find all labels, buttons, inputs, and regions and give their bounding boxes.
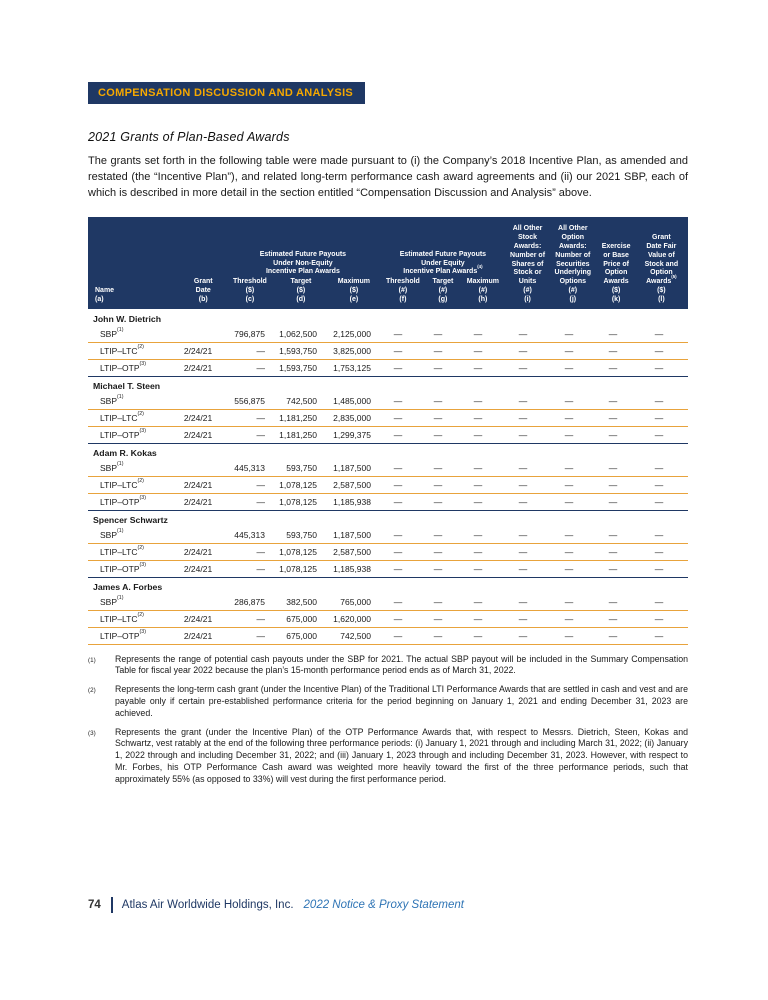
table-cell: 1,593,750: [279, 345, 317, 356]
table-cell: 382,500: [286, 596, 317, 607]
footnote-text: Represents the range of potential cash payouts under the SBP for 2021. The actual SBP payout will be included in the Summary Compensation Table for fiscal year 2022 because the plan’s 15-month performance period ends as of March 31, 2022.: [115, 653, 688, 676]
table-row: [88, 611, 688, 628]
column-header: Threshold ($) (c): [232, 278, 267, 303]
table-cell: —: [608, 479, 618, 490]
table-cell: —: [654, 429, 664, 440]
grants-table: [88, 217, 688, 644]
table-cell: —: [256, 412, 265, 423]
award-type-cell: SBP$^{(1)}$: [100, 326, 124, 339]
table-cell: 2/24/21: [183, 630, 213, 641]
table-row: [88, 326, 688, 343]
table-cell: —: [393, 412, 403, 423]
table-cell: —: [393, 479, 403, 490]
table-cell: —: [473, 563, 483, 574]
table-cell: 1,078,125: [279, 563, 317, 574]
table-cell: —: [608, 529, 618, 540]
column-header-exercise-price: Exercise or Base Price of Option Awards ($) (k): [601, 242, 631, 303]
column-header-option-awards: All Other Option Awards: Number of Securities Underlying Options (#) (j): [554, 225, 592, 303]
table-cell: —: [433, 596, 443, 607]
table-cell: —: [564, 328, 574, 339]
table-cell: —: [433, 529, 443, 540]
table-cell: —: [393, 563, 403, 574]
table-cell: —: [393, 546, 403, 557]
section-banner: COMPENSATION DISCUSSION AND ANALYSIS: [88, 82, 365, 104]
table-cell: —: [473, 362, 483, 373]
column-header: Target ($) (d): [290, 278, 312, 303]
table-cell: —: [473, 462, 483, 473]
table-cell: —: [564, 596, 574, 607]
table-cell: —: [518, 496, 528, 507]
footnote: [88, 684, 688, 719]
table-cell: —: [473, 395, 483, 406]
table-cell: 556,875: [234, 395, 265, 406]
table-cell: 1,753,125: [333, 362, 371, 373]
table-cell: —: [473, 496, 483, 507]
table-cell: —: [518, 412, 528, 423]
table-cell: —: [256, 479, 265, 490]
table-cell: —: [608, 496, 618, 507]
table-cell: —: [393, 462, 403, 473]
award-type-cell: LTIP–OTP$^{(3)}$: [100, 561, 146, 574]
footnote: [88, 727, 688, 786]
table-row: [88, 544, 688, 561]
table-cell: 1,299,375: [333, 429, 371, 440]
table-cell: —: [654, 596, 664, 607]
footnote-marker: (3): [88, 729, 96, 737]
table-cell: —: [473, 546, 483, 557]
table-cell: 2/24/21: [183, 563, 213, 574]
table-cell: —: [608, 328, 618, 339]
table-cell: —: [473, 613, 483, 624]
table-cell: 742,500: [340, 630, 371, 641]
table-cell: —: [654, 328, 664, 339]
column-header-stock-awards: All Other Stock Awards: Number of Shares of Stock or Units (#) (i): [510, 225, 546, 303]
table-cell: 1,078,125: [279, 479, 317, 490]
table-cell: —: [433, 395, 443, 406]
table-cell: —: [393, 529, 403, 540]
table-row: [88, 427, 688, 443]
award-type-cell: LTIP–OTP$^{(3)}$: [100, 494, 146, 507]
table-cell: —: [608, 429, 618, 440]
executive-name-row: Michael T. Steen: [88, 376, 688, 393]
table-cell: —: [433, 462, 443, 473]
award-type-cell: SBP$^{(1)}$: [100, 527, 124, 540]
table-row: [88, 494, 688, 510]
column-header-name: Name (a): [95, 286, 115, 303]
table-cell: —: [433, 362, 443, 373]
table-cell: —: [518, 596, 528, 607]
column-header: Maximum (#) (h): [466, 278, 500, 303]
table-cell: —: [433, 429, 443, 440]
table-cell: 2,587,500: [333, 546, 371, 557]
non-equity-group-header-title: Estimated Future Payouts Under Non-Equity Incentive Plan Awards: [259, 250, 347, 276]
table-cell: 593,750: [286, 462, 317, 473]
award-type-cell: LTIP–LTC$^{(2)}$: [100, 544, 144, 557]
table-cell: —: [473, 479, 483, 490]
table-cell: —: [256, 362, 265, 373]
table-cell: —: [518, 546, 528, 557]
table-cell: 2,587,500: [333, 479, 371, 490]
table-cell: —: [564, 412, 574, 423]
table-row: [88, 360, 688, 376]
table-cell: —: [608, 345, 618, 356]
table-cell: —: [654, 496, 664, 507]
table-cell: —: [393, 362, 403, 373]
table-cell: —: [518, 462, 528, 473]
table-cell: —: [518, 563, 528, 574]
executive-name-row: John W. Dietrich: [93, 313, 162, 324]
table-cell: 2/24/21: [183, 546, 213, 557]
table-cell: 675,000: [286, 613, 317, 624]
table-cell: —: [433, 412, 443, 423]
equity-group-header-title: Estimated Future Payouts Under Equity Incentive Plan Awards$^{(4)}$: [399, 250, 487, 276]
table-row: [88, 527, 688, 544]
table-cell: —: [433, 479, 443, 490]
table-cell: —: [518, 395, 528, 406]
table-cell: —: [564, 563, 574, 574]
table-cell: —: [564, 496, 574, 507]
table-cell: —: [518, 345, 528, 356]
table-cell: —: [608, 462, 618, 473]
table-cell: 1,593,750: [279, 362, 317, 373]
table-cell: 1,185,938: [333, 563, 371, 574]
table-cell: —: [654, 395, 664, 406]
footer-doc-title: 2022 Notice & Proxy Statement: [303, 899, 464, 911]
table-cell: —: [654, 563, 664, 574]
award-type-cell: LTIP–LTC$^{(2)}$: [100, 477, 144, 490]
table-cell: 2/24/21: [183, 362, 213, 373]
table-body: [88, 309, 688, 644]
non-equity-group-header: [225, 225, 381, 304]
table-cell: —: [433, 563, 443, 574]
table-cell: —: [564, 395, 574, 406]
table-row: [88, 393, 688, 410]
table-row: [88, 594, 688, 611]
table-cell: 1,187,500: [333, 462, 371, 473]
table-cell: 2/24/21: [183, 479, 213, 490]
award-type-cell: SBP$^{(1)}$: [100, 460, 124, 473]
table-cell: —: [518, 613, 528, 624]
table-cell: —: [518, 429, 528, 440]
section-heading: 2021 Grants of Plan-Based Awards: [88, 130, 290, 144]
table-cell: —: [256, 546, 265, 557]
table-cell: —: [433, 496, 443, 507]
table-cell: —: [473, 328, 483, 339]
column-header: Target (#) (g): [432, 278, 454, 303]
table-cell: 3,825,000: [333, 345, 371, 356]
table-cell: —: [564, 613, 574, 624]
page-number: 74: [88, 899, 101, 911]
table-cell: 445,313: [234, 529, 265, 540]
executive-name-row: Adam R. Kokas: [88, 443, 688, 460]
table-cell: 1,485,000: [333, 395, 371, 406]
table-cell: 1,078,125: [279, 496, 317, 507]
table-cell: —: [393, 429, 403, 440]
table-cell: 1,185,938: [333, 496, 371, 507]
table-cell: —: [433, 546, 443, 557]
table-cell: 445,313: [234, 462, 265, 473]
table-cell: —: [608, 596, 618, 607]
table-row: [88, 343, 688, 360]
table-cell: —: [473, 429, 483, 440]
table-cell: —: [256, 563, 265, 574]
equity-group-header: [381, 225, 505, 304]
table-cell: —: [473, 345, 483, 356]
executive-name-row: Spencer Schwartz: [88, 510, 688, 527]
award-type-cell: LTIP–LTC$^{(2)}$: [100, 410, 144, 423]
award-type-cell: SBP$^{(1)}$: [100, 393, 124, 406]
table-cell: —: [473, 529, 483, 540]
table-cell: —: [608, 630, 618, 641]
table-cell: —: [518, 328, 528, 339]
table-cell: —: [654, 462, 664, 473]
table-cell: 593,750: [286, 529, 317, 540]
table-row: [88, 561, 688, 577]
table-cell: 2/24/21: [183, 345, 213, 356]
table-cell: —: [564, 462, 574, 473]
award-type-cell: LTIP–LTC$^{(2)}$: [100, 611, 144, 624]
award-type-cell: LTIP–OTP$^{(3)}$: [100, 427, 146, 440]
table-cell: —: [654, 479, 664, 490]
table-cell: 1,062,500: [279, 328, 317, 339]
footnote-text: Represents the long-term cash grant (under the Incentive Plan) of the Traditional LTI Performance Awards that are settled in cash and vest and are payable only if certain pre-established performance criteria for the period beginning on January 1, 2021 and ending December 31, 2023 are achieved.: [115, 684, 688, 718]
table-cell: —: [518, 630, 528, 641]
table-cell: —: [608, 395, 618, 406]
table-cell: —: [654, 345, 664, 356]
table-cell: 675,000: [286, 630, 317, 641]
table-cell: —: [393, 496, 403, 507]
footnote-marker: (1): [88, 656, 96, 664]
intro-paragraph: The grants set forth in the following table were made pursuant to (i) the Company’s 2018 Incentive Plan, as amended and restated (the “Incentive Plan”), and related long-term performance cash award agreements and (ii) our 2021 SBP, each of which is described in more detail in the section entitled “Compensation Discussion and Analysis” above.: [88, 155, 688, 199]
table-cell: —: [654, 546, 664, 557]
table-row: [88, 477, 688, 494]
award-type-cell: LTIP–OTP$^{(3)}$: [100, 628, 146, 641]
table-cell: 2/24/21: [183, 496, 213, 507]
table-cell: —: [654, 529, 664, 540]
table-cell: —: [393, 613, 403, 624]
executive-name-row: James A. Forbes: [88, 577, 688, 594]
table-cell: 1,078,125: [279, 546, 317, 557]
table-row: [88, 628, 688, 644]
table-cell: —: [393, 596, 403, 607]
table-cell: —: [473, 412, 483, 423]
column-header-fair-value: Grant Date Fair Value of Stock and Option Awards$^{(5)}$ ($) (l): [644, 234, 679, 303]
footnote-text: Represents the grant (under the Incentive Plan) of the OTP Performance Awards that, with respect to Messrs. Dietrich, Steen, Kokas and Schwartz, vest ratably at the end of the following three performance periods: (i) January 1, 2021 through and including March 31, 2022; (ii) January 1, 2022 through and including December 31, 2022; and (iii) January 1, 2023 through and including December 31, 2023. However, with respect to Mr. Forbes, his OTP Performance Cash award was weighted more heavily toward the first of the three performance periods, such that approximately 55% (as opposed to 33%) will vest during the first performance period.: [115, 726, 688, 784]
column-header-grant-date: Grant Date (b): [193, 278, 213, 303]
table-cell: 1,181,250: [279, 412, 317, 423]
table-cell: —: [564, 362, 574, 373]
table-cell: —: [518, 479, 528, 490]
page-footer: [88, 897, 464, 913]
table-cell: —: [433, 345, 443, 356]
table-cell: —: [654, 362, 664, 373]
table-cell: 2,125,000: [333, 328, 371, 339]
table-cell: —: [608, 613, 618, 624]
table-cell: 286,875: [234, 596, 265, 607]
table-cell: —: [393, 345, 403, 356]
table-cell: 2/24/21: [183, 412, 213, 423]
table-cell: —: [564, 546, 574, 557]
table-cell: —: [654, 630, 664, 641]
table-cell: —: [654, 613, 664, 624]
table-cell: —: [608, 546, 618, 557]
table-cell: 2/24/21: [183, 429, 213, 440]
table-cell: 742,500: [286, 395, 317, 406]
table-cell: —: [564, 479, 574, 490]
table-cell: —: [256, 496, 265, 507]
table-cell: —: [564, 529, 574, 540]
table-cell: 796,875: [234, 328, 265, 339]
table-cell: —: [256, 429, 265, 440]
table-cell: —: [433, 328, 443, 339]
table-cell: 2,835,000: [333, 412, 371, 423]
table-cell: —: [256, 630, 265, 641]
table-cell: —: [564, 345, 574, 356]
table-cell: 1,620,000: [333, 613, 371, 624]
table-cell: —: [654, 412, 664, 423]
table-cell: 765,000: [340, 596, 371, 607]
footer-divider: [111, 897, 113, 913]
column-header: Maximum ($) (e): [337, 278, 371, 303]
table-cell: 1,181,250: [279, 429, 317, 440]
table-cell: 2/24/21: [183, 613, 213, 624]
table-cell: —: [433, 630, 443, 641]
table-cell: —: [518, 529, 528, 540]
table-cell: —: [393, 328, 403, 339]
table-row: [88, 460, 688, 477]
table-row: [88, 410, 688, 427]
award-type-cell: SBP$^{(1)}$: [100, 594, 124, 607]
table-cell: —: [473, 630, 483, 641]
column-header: Threshold (#) (f): [385, 278, 420, 303]
footnote: [88, 654, 688, 678]
table-cell: —: [518, 362, 528, 373]
table-cell: —: [256, 613, 265, 624]
table-cell: —: [608, 563, 618, 574]
table-cell: —: [564, 429, 574, 440]
table-cell: —: [473, 596, 483, 607]
table-cell: —: [564, 630, 574, 641]
award-type-cell: LTIP–OTP$^{(3)}$: [100, 360, 146, 373]
table-cell: 1,187,500: [333, 529, 371, 540]
footnote-marker: (2): [88, 687, 96, 695]
table-cell: —: [608, 362, 618, 373]
table-cell: —: [256, 345, 265, 356]
footnotes: [88, 654, 688, 786]
award-type-cell: LTIP–LTC$^{(2)}$: [100, 343, 144, 356]
table-cell: —: [433, 613, 443, 624]
table-header: [88, 217, 688, 308]
footer-company: Atlas Air Worldwide Holdings, Inc.: [121, 899, 294, 911]
table-cell: —: [393, 630, 403, 641]
table-cell: —: [393, 395, 403, 406]
table-cell: —: [608, 412, 618, 423]
